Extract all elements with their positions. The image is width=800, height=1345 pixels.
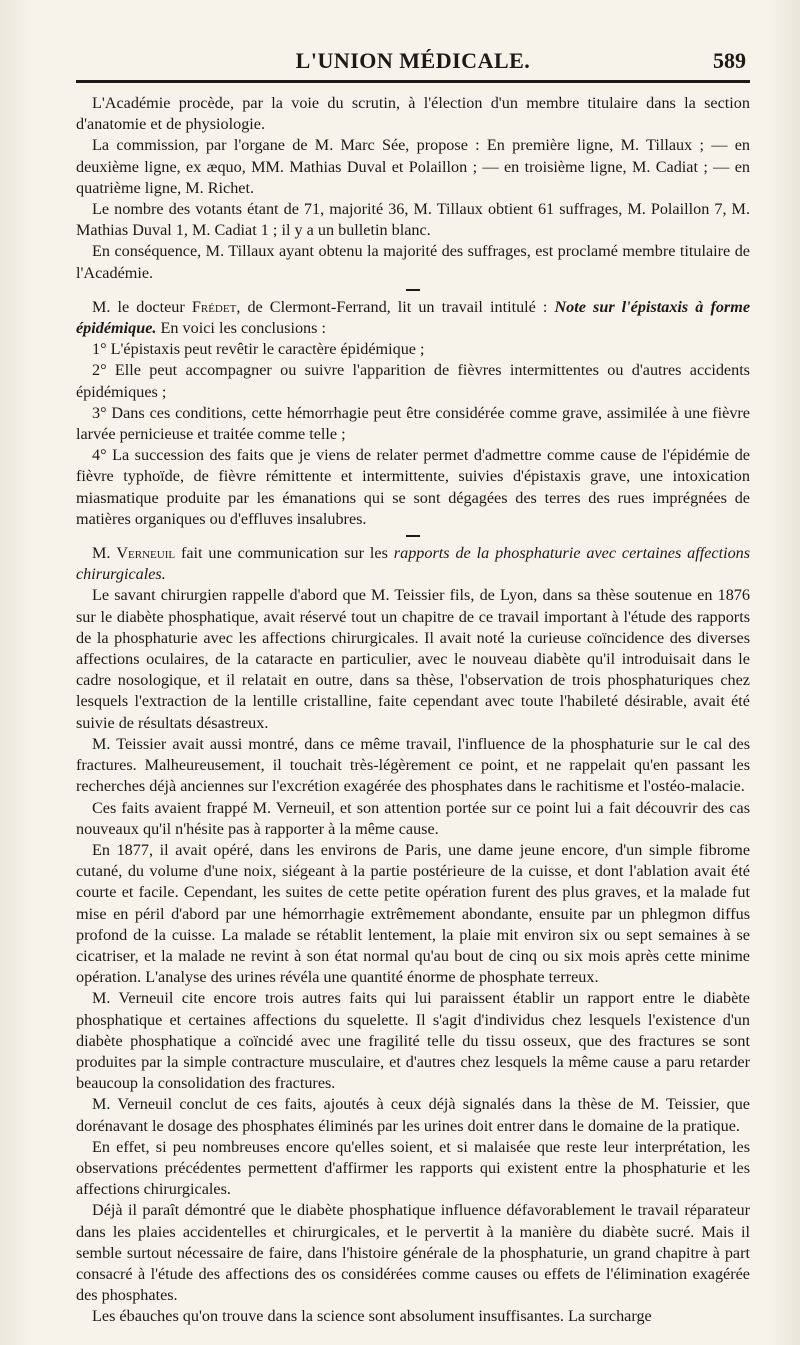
- paragraph: La commission, par l'organe de M. Marc Sée, propose : En première ligne, M. Tillaux ; — en deuxième ligne, ex æquo, MM. Mathias Duval et Polaillon ; — en troisième ligne, M. Cadiat ; — en quatrième ligne, M. Richet.: [76, 136, 750, 197]
- conclusion-item: 4° La succession des faits que je viens de relater permet d'admettre comme cause de l'épidémie de fièvre typhoïde, de fièvre rémittente et intermittente, suivies d'épistaxis grave, une intoxication miasmatique produite par les émanations qui se sont dégagées des terres des rues imprégnées de matières organiques ou d'effluves insalubres.: [76, 446, 750, 528]
- section-separator: [406, 535, 420, 537]
- section-separator: [406, 289, 420, 291]
- intro-suffix: En voici les conclusions :: [160, 319, 326, 338]
- intro-middle: , de Clermont-Ferrand, lit un travail intitulé :: [236, 297, 548, 316]
- communication-intro: [76, 543, 750, 585]
- paragraph: En 1877, il avait opéré, dans les environs de Paris, une dame jeune encore, d'un simple fibrome cutané, du volume d'une noix, siégeant à la partie postérieure de la cuisse, et dont l'ablation avait été courte et facile. Cependant, les suites de cette petite opération furent des plus graves, et la malade fut mise en péril d'abord par une hémorrhagie extrêmement abondante, ensuite par un phlegmon diffus profond de la cuisse. La malade se rétablit lentement, la plaie mit environ six ou sept semaines à se cicatriser, et la malade ne revint à son état normal qu'au bout de cinq ou six mois après cette minime opération. L'analyse des urines révéla une quantité énorme de phosphate terreux.: [76, 840, 750, 987]
- communication-intro: [76, 297, 750, 339]
- intro-prefix: M. le docteur: [92, 297, 185, 316]
- page-number: 589: [713, 48, 746, 73]
- paragraph: Ces faits avaient frappé M. Verneuil, et son attention portée sur ce point lui a fait découvrir des cas nouveaux qu'il n'hésite pas à rapporter à la même cause.: [76, 798, 750, 838]
- paragraph: Les ébauches qu'on trouve dans la science sont absolument insuffisantes. La surcharge: [92, 1307, 652, 1326]
- running-title: L'UNION MÉDICALE.: [295, 48, 531, 73]
- paragraph: Le savant chirurgien rappelle d'abord que M. Teissier fils, de Lyon, dans sa thèse soutenue en 1876 sur le diabète phosphatique, avait réservé tout un chapitre de ce travail important à l'étude des rapports de la phosphaturie avec les affections chirurgicales. Il avait noté la curieuse coïncidence des diverses affections oculaires, de la cataracte en particulier, avec le nouveau diabète qu'il introduisait dans le cadre nosologique, et il relatait en outre, dans sa thèse, l'observation de trois phosphaturiques chez lesquels l'extraction de la lentille cristalline, faite cependant avec toute l'habileté désirable, avait été suivie de résultats désastreux.: [76, 586, 750, 732]
- paragraph: L'Académie procède, par la voie du scrutin, à l'élection d'un membre titulaire dans la section d'anatomie et de physiologie.: [76, 94, 750, 134]
- page-header: [76, 44, 750, 83]
- conclusion-item: 1° L'épistaxis peut revêtir le caractère épidémique ;: [92, 340, 425, 359]
- conclusion-item: 2° Elle peut accompagner ou suivre l'apparition de fièvres intermittentes ou d'autres accidents épidémiques ;: [76, 361, 750, 401]
- paragraph: En conséquence, M. Tillaux ayant obtenu la majorité des suffrages, est proclamé membre titulaire de l'Académie.: [76, 242, 750, 282]
- paragraph: En effet, si peu nombreuses encore qu'elles soient, et si malaisée que reste leur interprétation, les observations précédentes permettent d'affirmer les rapports qui existent entre la phosphaturie et les affections chirurgicales.: [76, 1137, 750, 1199]
- intro-middle: fait une communication sur les: [180, 544, 388, 563]
- paragraph: Déjà il paraît démontré que le diabète phosphatique influence défavorablement le travail réparateur dans les plaies accidentelles et chirurgicales, et le pervertit à la manière du diabète sucré. Mais il semble surtout nécessaire de faire, dans l'histoire générale de la phosphaturie, un grand chapitre à part consacré à l'étude des affections des os considérées comme causes ou effets de l'élimination exagérée des phosphates.: [76, 1201, 750, 1305]
- paragraph: M. Verneuil conclut de ces faits, ajoutés à ceux déjà signalés dans la thèse de M. Teissier, que dorénavant le dosage des phosphates éliminés par les urines doit entrer dans le domaine de la pratique.: [76, 1095, 750, 1135]
- work-title: Note sur l'épistaxis à forme épidémique.: [76, 297, 751, 338]
- conclusion-item: 3° Dans ces conditions, cette hémorrhagie peut être considérée comme grave, assimilée à une fièvre larvée pernicieuse et traitée comme telle ;: [76, 403, 750, 444]
- author-name: Verneuil: [116, 544, 176, 563]
- paragraph: M. Teissier avait aussi montré, dans ce même travail, l'influence de la phosphaturie sur le cal des fractures. Malheureusement, il touchait très-légèrement ce point, et ne rappelait qu'en passant les recherches déjà anciennes sur l'excrétion exagérée des phosphates dans le rachitisme et l'ostéo-malacie.: [76, 734, 750, 796]
- work-title: rapports de la phosphaturie avec certaines affections chirurgicales.: [76, 544, 751, 584]
- paragraph: Le nombre des votants étant de 71, majorité 36, M. Tillaux obtient 61 suffrages, M. Polaillon 7, M. Mathias Duval 1, M. Cadiat 1 ; il y a un bulletin blanc.: [76, 200, 750, 240]
- paragraph: M. Verneuil cite encore trois autres faits qui lui paraissent établir un rapport entre le diabète phosphatique et certaines affections du squelette. Il s'agit d'individus chez lesquels l'existence d'un diabète phosphatique a coïncidé avec une fragilité telle du tissu osseux, que des fractures se sont produites par la simple contracture musculaire, et d'autres chez lesquels la même cause a paru retarder beaucoup la consolidation des fractures.: [76, 989, 750, 1093]
- author-name: Frédet: [191, 297, 237, 316]
- intro-prefix: M.: [92, 544, 111, 563]
- article-body: [76, 83, 750, 1328]
